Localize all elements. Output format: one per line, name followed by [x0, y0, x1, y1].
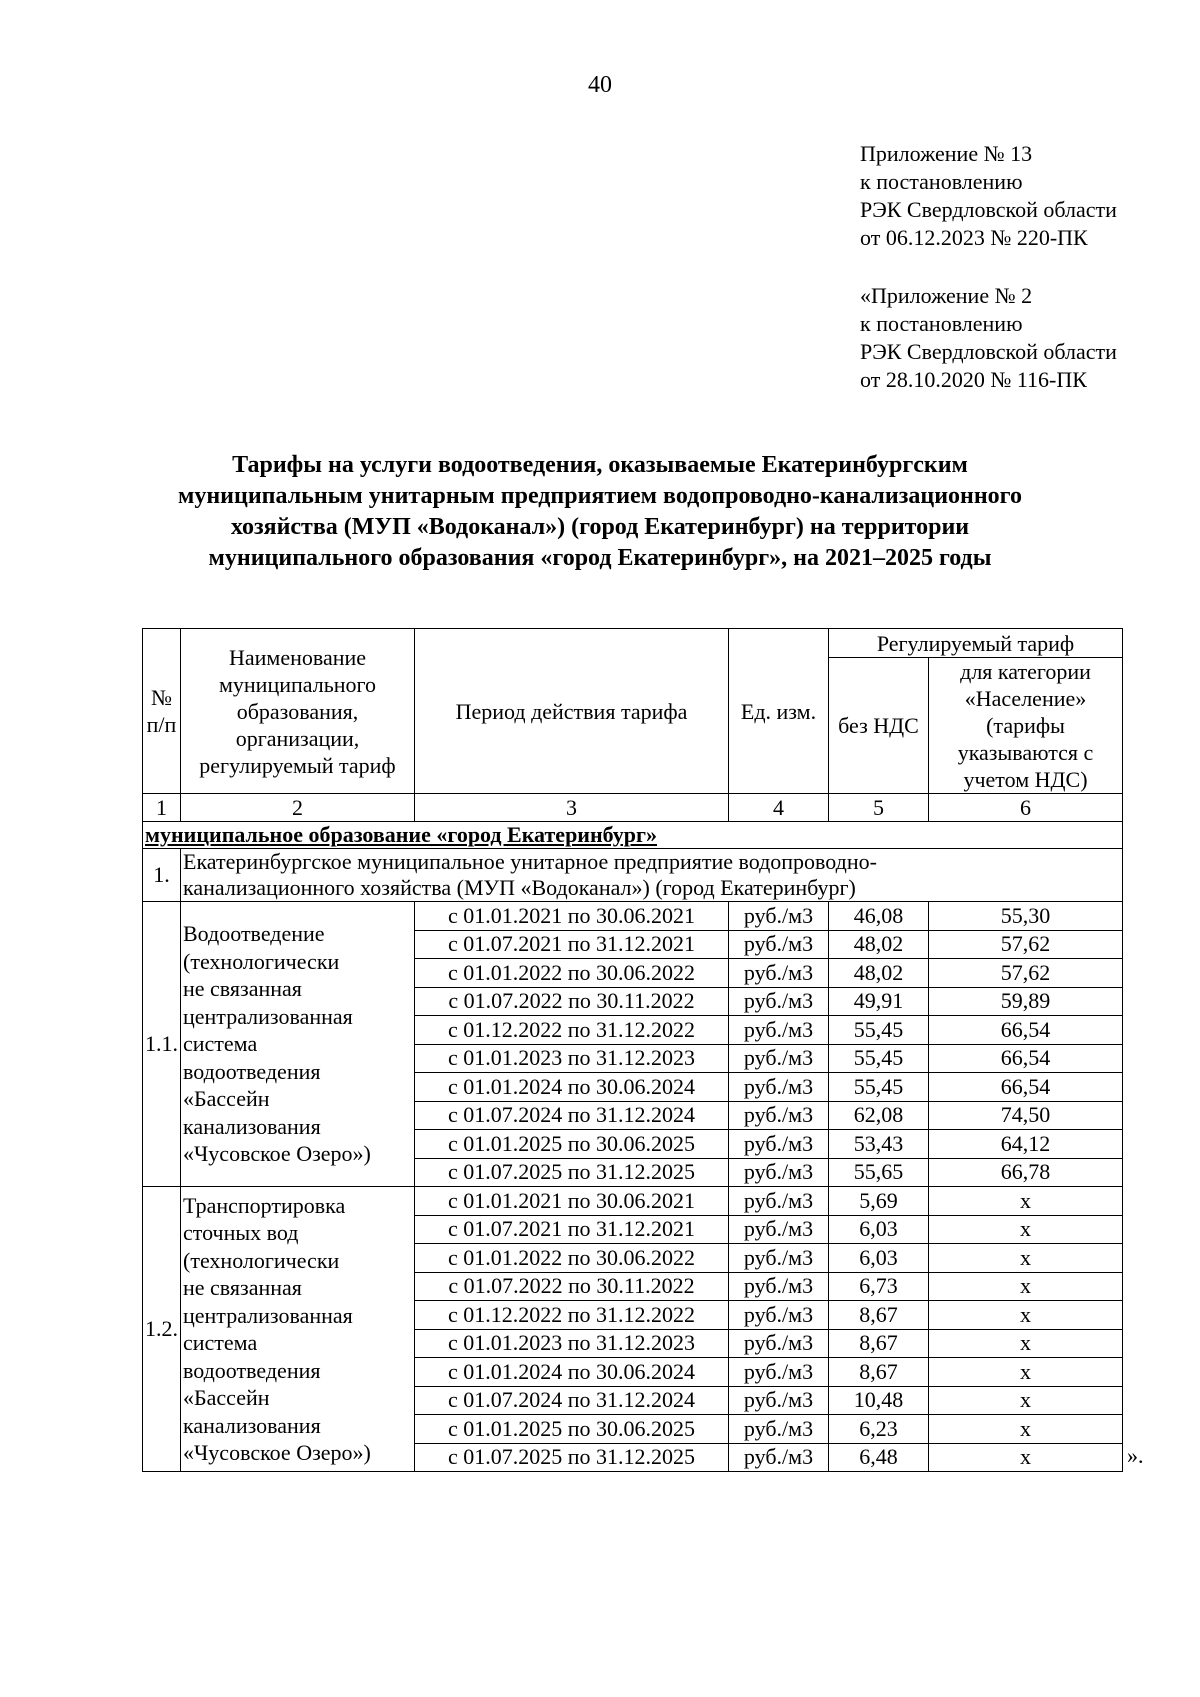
- no-vat-cell: 46,08: [829, 902, 929, 931]
- group-name-line: «Бассейн: [183, 1385, 270, 1410]
- population-cell: х: [929, 1415, 1123, 1444]
- no-vat-cell: 53,43: [829, 1130, 929, 1159]
- unit-cell: руб./м3: [729, 987, 829, 1016]
- population-cell: 64,12: [929, 1130, 1123, 1159]
- period-cell: с 01.01.2021 по 30.06.2021: [415, 902, 729, 931]
- column-number: 4: [729, 794, 829, 822]
- closing-quote-mark: ».: [1127, 1443, 1144, 1468]
- group-name-line: «Чусовское Озеро»): [183, 1440, 371, 1465]
- unit-cell: руб./м3: [729, 902, 829, 931]
- group-name-line: Водоотведение: [183, 921, 325, 947]
- header-unit: Ед. изм.: [729, 629, 829, 794]
- column-number: 1: [143, 794, 181, 822]
- header-period: Период действия тарифа: [415, 629, 729, 794]
- no-vat-cell: 8,67: [829, 1301, 929, 1330]
- header-regulated-tariff: Регулируемый тариф: [829, 629, 1123, 658]
- unit-cell: руб./м3: [729, 1415, 829, 1444]
- unit-cell: руб./м3: [729, 959, 829, 988]
- no-vat-cell: 6,48: [829, 1443, 929, 1472]
- period-cell: с 01.01.2021 по 30.06.2021: [415, 1187, 729, 1216]
- unit-cell: руб./м3: [729, 1443, 829, 1472]
- appendix-current-block: [860, 140, 1117, 252]
- appendix-line: к постановлению: [860, 311, 1023, 336]
- appendix-line: от 06.12.2023 № 220-ПК: [860, 225, 1088, 250]
- header-number: [143, 629, 181, 794]
- population-cell: х: [929, 1358, 1123, 1387]
- group-name-line: система: [183, 1330, 258, 1355]
- header-text: регулируемый тариф: [199, 752, 396, 778]
- population-cell: х: [929, 1329, 1123, 1358]
- unit-cell: руб./м3: [729, 930, 829, 959]
- header-text: Наименование: [228, 644, 367, 670]
- period-cell: с 01.12.2022 по 31.12.2022: [415, 1301, 729, 1330]
- document-title: [100, 450, 1100, 574]
- column-number: 5: [829, 794, 929, 822]
- header-text: (тарифы: [986, 713, 1065, 738]
- unit-cell: руб./м3: [729, 1358, 829, 1387]
- header-text: учетом НДС): [963, 767, 1088, 792]
- group-name-line: канализования: [183, 1113, 321, 1139]
- header-text: «Население»: [964, 686, 1087, 711]
- header-no-vat: без НДС: [829, 658, 929, 794]
- header-text: для категории: [960, 659, 1091, 684]
- page-number: 40: [588, 72, 612, 98]
- no-vat-cell: 8,67: [829, 1358, 929, 1387]
- group-name-line: не связанная: [183, 1275, 302, 1300]
- title-line: муниципального образования «город Екатеринбург», на 2021–2025 годы: [208, 545, 992, 571]
- population-cell: 57,62: [929, 959, 1123, 988]
- group-name-line: Транспортировка: [183, 1192, 346, 1218]
- group-name-line: сточных вод: [183, 1220, 299, 1245]
- header-text: п/п: [146, 712, 177, 737]
- unit-cell: руб./м3: [729, 1016, 829, 1045]
- section-title: муниципальное образование «город Екатеринбург»: [143, 822, 1123, 849]
- column-number: 2: [181, 794, 415, 822]
- appendix-line: к постановлению: [860, 169, 1023, 194]
- tariff-row: [143, 902, 1123, 931]
- column-numbers-row: [143, 794, 1123, 822]
- period-cell: с 01.07.2022 по 30.11.2022: [415, 1272, 729, 1301]
- unit-cell: руб./м3: [729, 1272, 829, 1301]
- unit-cell: руб./м3: [729, 1130, 829, 1159]
- group-name-line: «Чусовское Озеро»): [183, 1141, 371, 1167]
- appendix-line: Приложение № 13: [860, 141, 1033, 166]
- population-cell: х: [929, 1215, 1123, 1244]
- unit-cell: руб./м3: [729, 1329, 829, 1358]
- tariff-row: [143, 1187, 1123, 1216]
- unit-cell: руб./м3: [729, 1386, 829, 1415]
- group-name: [181, 902, 415, 1187]
- period-cell: с 01.01.2023 по 31.12.2023: [415, 1044, 729, 1073]
- appendix-original-block: [860, 282, 1117, 394]
- tariff-table: [142, 628, 1123, 1472]
- population-cell: х: [929, 1272, 1123, 1301]
- population-cell: 55,30: [929, 902, 1123, 931]
- unit-cell: руб./м3: [729, 1301, 829, 1330]
- group-name: [181, 1187, 415, 1472]
- group-name-line: централизованная: [183, 1003, 353, 1029]
- population-cell: х: [929, 1244, 1123, 1273]
- period-cell: с 01.07.2022 по 30.11.2022: [415, 987, 729, 1016]
- header-population: [929, 658, 1123, 794]
- no-vat-cell: 55,45: [829, 1073, 929, 1102]
- org-index: 1.: [143, 849, 181, 902]
- group-name-line: канализования: [183, 1412, 321, 1438]
- header-text: организации,: [235, 725, 360, 751]
- unit-cell: руб./м3: [729, 1215, 829, 1244]
- period-cell: с 01.01.2024 по 30.06.2024: [415, 1073, 729, 1102]
- column-number: 6: [929, 794, 1123, 822]
- unit-cell: руб./м3: [729, 1073, 829, 1102]
- section-row: [143, 822, 1123, 849]
- no-vat-cell: 49,91: [829, 987, 929, 1016]
- group-index: 1.1.: [143, 902, 181, 1187]
- title-line: Тарифы на услуги водоотведения, оказываемые Екатеринбургским: [232, 452, 968, 478]
- population-cell: х: [929, 1443, 1123, 1472]
- appendix-line: «Приложение № 2: [860, 283, 1033, 308]
- group-name-line: не связанная: [183, 976, 302, 1002]
- column-number: 3: [415, 794, 729, 822]
- population-cell: 74,50: [929, 1101, 1123, 1130]
- period-cell: с 01.01.2022 по 30.06.2022: [415, 1244, 729, 1273]
- period-cell: с 01.01.2023 по 31.12.2023: [415, 1329, 729, 1358]
- org-name: [181, 849, 1123, 902]
- header-text: №: [151, 685, 172, 710]
- no-vat-cell: 48,02: [829, 959, 929, 988]
- group-name-line: система: [183, 1031, 258, 1057]
- no-vat-cell: 55,45: [829, 1016, 929, 1045]
- no-vat-cell: 6,73: [829, 1272, 929, 1301]
- no-vat-cell: 10,48: [829, 1386, 929, 1415]
- no-vat-cell: 55,65: [829, 1158, 929, 1187]
- title-line: хозяйства (МУП «Водоканал») (город Екатеринбург) на территории: [230, 514, 970, 540]
- group-name-line: водоотведения: [183, 1357, 321, 1383]
- no-vat-cell: 5,69: [829, 1187, 929, 1216]
- header-text: образования,: [236, 698, 359, 724]
- appendix-line: РЭК Свердловской области: [860, 339, 1117, 364]
- header-name: [181, 629, 415, 794]
- period-cell: с 01.07.2025 по 31.12.2025: [415, 1158, 729, 1187]
- period-cell: с 01.01.2024 по 30.06.2024: [415, 1358, 729, 1387]
- period-cell: с 01.01.2025 по 30.06.2025: [415, 1130, 729, 1159]
- no-vat-cell: 6,03: [829, 1244, 929, 1273]
- group-index: 1.2.: [143, 1187, 181, 1472]
- population-cell: 59,89: [929, 987, 1123, 1016]
- period-cell: с 01.01.2022 по 30.06.2022: [415, 959, 729, 988]
- population-cell: 57,62: [929, 930, 1123, 959]
- period-cell: с 01.07.2025 по 31.12.2025: [415, 1443, 729, 1472]
- unit-cell: руб./м3: [729, 1101, 829, 1130]
- no-vat-cell: 6,23: [829, 1415, 929, 1444]
- population-cell: 66,54: [929, 1073, 1123, 1102]
- title-line: муниципальным унитарным предприятием водопроводно-канализационного: [178, 483, 1022, 509]
- group-name-line: водоотведения: [183, 1058, 321, 1084]
- period-cell: с 01.07.2021 по 31.12.2021: [415, 1215, 729, 1244]
- header-text: указываются с: [957, 740, 1094, 765]
- appendix-line: РЭК Свердловской области: [860, 197, 1117, 222]
- no-vat-cell: 6,03: [829, 1215, 929, 1244]
- unit-cell: руб./м3: [729, 1187, 829, 1216]
- population-cell: х: [929, 1301, 1123, 1330]
- period-cell: с 01.01.2025 по 30.06.2025: [415, 1415, 729, 1444]
- group-name-line: «Бассейн: [183, 1086, 270, 1112]
- population-cell: 66,54: [929, 1044, 1123, 1073]
- period-cell: с 01.07.2024 по 31.12.2024: [415, 1386, 729, 1415]
- group-name-line: (технологически: [183, 1247, 340, 1273]
- unit-cell: руб./м3: [729, 1158, 829, 1187]
- no-vat-cell: 55,45: [829, 1044, 929, 1073]
- period-cell: с 01.07.2024 по 31.12.2024: [415, 1101, 729, 1130]
- unit-cell: руб./м3: [729, 1044, 829, 1073]
- no-vat-cell: 8,67: [829, 1329, 929, 1358]
- population-cell: 66,78: [929, 1158, 1123, 1187]
- population-cell: х: [929, 1386, 1123, 1415]
- org-name-line: канализационного хозяйства (МУП «Водоканал») (город Екатеринбург): [183, 875, 856, 900]
- period-cell: с 01.07.2021 по 31.12.2021: [415, 930, 729, 959]
- unit-cell: руб./м3: [729, 1244, 829, 1273]
- appendix-line: от 28.10.2020 № 116-ПК: [860, 367, 1087, 392]
- organization-row: [143, 849, 1123, 902]
- group-name-line: (технологически: [183, 948, 340, 974]
- header-text: муниципального: [218, 671, 376, 697]
- org-name-line: Екатеринбургское муниципальное унитарное предприятие водопроводно-: [183, 849, 877, 874]
- population-cell: х: [929, 1187, 1123, 1216]
- period-cell: с 01.12.2022 по 31.12.2022: [415, 1016, 729, 1045]
- no-vat-cell: 48,02: [829, 930, 929, 959]
- group-name-line: централизованная: [183, 1302, 353, 1328]
- no-vat-cell: 62,08: [829, 1101, 929, 1130]
- population-cell: 66,54: [929, 1016, 1123, 1045]
